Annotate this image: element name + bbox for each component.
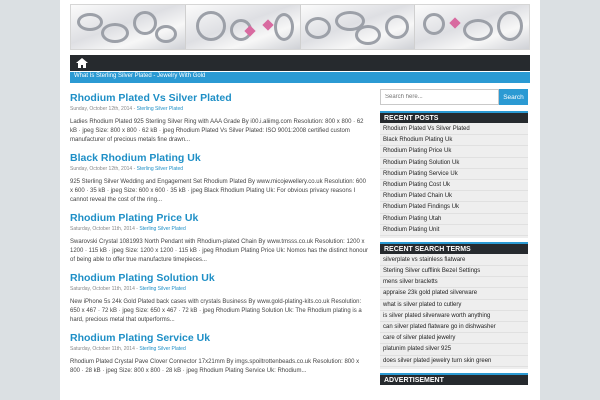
post-item	[70, 272, 368, 325]
post-item	[70, 212, 368, 265]
recent-post-link[interactable]: Rhodium Plating Service Uk	[380, 169, 528, 180]
post-date: Saturday, October 11th, 2014	[70, 226, 135, 232]
banner-image-bands	[301, 5, 416, 49]
post-excerpt: New iPhone 5s 24k Gold Plated back cases with crystals Business By www.gold-plating-kits.co.uk Resolution: 650 x 467 · 72 kB · jpeg Size: 650 x 467 · 72 kB · jpeg Rhodium Plating Solution Uk: The Rhodium plating is a hard, precious metal that outperforms...	[70, 299, 362, 323]
post-date: Sunday, October 12th, 2014	[70, 166, 133, 172]
banner-image-jewelry	[415, 5, 529, 49]
meta-separator: -	[132, 106, 137, 112]
recent-post-link[interactable]: Rhodium Plated Vs Silver Plated	[380, 124, 528, 135]
widget-title: RECENT SEARCH TERMS	[380, 242, 528, 254]
recent-post-link[interactable]: Rhodium Plating Unit	[380, 225, 528, 236]
search-term-link[interactable]: Sterling Silver cufflink Bezel Settings	[380, 266, 528, 277]
recent-post-link[interactable]: Black Rhodium Plating Uk	[380, 135, 528, 146]
widget-list	[380, 123, 528, 238]
post-item	[70, 152, 368, 205]
sidebar	[380, 89, 528, 389]
meta-separator: -	[132, 166, 137, 172]
post-title-link[interactable]: Rhodium Plating Service Uk	[70, 332, 211, 344]
post-category-link[interactable]: Sterling Silver Plated	[136, 166, 184, 172]
post-category-link[interactable]: Sterling Silver Plated	[139, 286, 186, 292]
post-meta	[70, 166, 368, 172]
post-meta	[70, 226, 368, 232]
meta-separator: -	[134, 346, 140, 352]
post-excerpt: Rhodium Plated Crystal Pave Clover Connector 17x21mm By imgs.spoiltrottenbeads.co.uk Resolution: 800 x 800 · 28 kB · jpeg Size: 800 x 800 · 28 kB · jpeg Rhodium Plating Service Uk: Rhodium...	[70, 359, 360, 374]
search-term-link[interactable]: is silver plated silverware worth anything	[380, 311, 528, 322]
search-button[interactable]: Search	[499, 89, 528, 105]
post-meta	[70, 286, 368, 292]
post-meta	[70, 106, 368, 112]
widget-title: ADVERTISEMENT	[380, 373, 528, 385]
post-excerpt: Swarovski Crystal 1081993 North Pendant with Rhodium-plated Chain By www.tmsss.co.uk Resolution: 1200 x 1200 · 115 kB · jpeg Size: 1200 x 1200 · 115 kB · jpeg Rhodium Plating Price Uk: Nomos has the distinct honour of being able to offer true manufacture timepieces...	[70, 239, 368, 263]
post-date: Saturday, October 11th, 2014	[70, 286, 135, 292]
widget-title: RECENT POSTS	[380, 111, 528, 123]
breadcrumb-bar	[70, 72, 530, 83]
recent-posts-widget	[380, 111, 528, 238]
home-icon[interactable]	[76, 58, 88, 68]
search-term-link[interactable]: appraise 23k gold plated silverware	[380, 288, 528, 299]
search-input[interactable]	[380, 89, 499, 105]
main-navigation	[70, 55, 530, 71]
post-excerpt: Ladies Rhodium Plated 925 Sterling Silver Ring with AAA Grade By i00.i.aliimg.com Resolution: 800 x 800 · 62 kB · jpeg Size: 800 x 800 · 62 kB · jpeg Rhodium Plated Vs Silver Plated: ISO 9001:2008 certified custom manufacturer of precious metals fine drawn...	[70, 119, 364, 143]
breadcrumb[interactable]: What Is Sterling Silver Plated - Jewelry With Gold	[74, 73, 206, 79]
search-term-link[interactable]: can silver plated flatware go in dishwasher	[380, 322, 528, 333]
search-term-link[interactable]: what is silver plated to cutlery	[380, 300, 528, 311]
post-title-link[interactable]: Rhodium Plating Price Uk	[70, 212, 199, 224]
post-date: Sunday, October 12th, 2014	[70, 106, 133, 112]
search-term-link[interactable]: mens silver bracletts	[380, 277, 528, 288]
post-item	[70, 92, 368, 145]
meta-separator: -	[134, 286, 140, 292]
search-term-link[interactable]: platunim plated silver 925	[380, 344, 528, 355]
recent-post-link[interactable]: Rhodium Plated Findings Uk	[380, 202, 528, 213]
recent-search-terms-widget	[380, 242, 528, 369]
search-form	[380, 89, 528, 105]
recent-post-link[interactable]: Rhodium Plating Price Uk	[380, 146, 528, 157]
post-category-link[interactable]: Sterling Silver Plated	[139, 226, 186, 232]
page	[60, 0, 540, 400]
header-banner[interactable]	[70, 4, 530, 50]
recent-post-link[interactable]: Rhodium Plating Utah	[380, 214, 528, 225]
post-title-link[interactable]: Black Rhodium Plating Uk	[70, 152, 201, 164]
recent-post-link[interactable]: Rhodium Plating Cost Uk	[380, 180, 528, 191]
advertisement-widget	[380, 373, 528, 385]
post-title-link[interactable]: Rhodium Plated Vs Silver Plated	[70, 92, 232, 104]
post-title-link[interactable]: Rhodium Plating Solution Uk	[70, 272, 215, 284]
post-category-link[interactable]: Sterling Silver Plated	[139, 346, 186, 352]
widget-list	[380, 254, 528, 369]
search-term-link[interactable]: silverplate vs stainless flatware	[380, 255, 528, 266]
post-category-link[interactable]: Sterling Silver Plated	[136, 106, 184, 112]
search-term-link[interactable]: does silver plated jewelry turn skin green	[380, 356, 528, 367]
post-excerpt: 925 Sterling Silver Wedding and Engagement Set Rhodium Plated By www.micojewellery.co.uk Resolution: 600 x 600 · 35 kB · jpeg Size: 600 x 600 · 35 kB · jpeg Black Rhodium Plating Uk: For obvious privacy reasons I cannot reveal the cost of the ring...	[70, 179, 366, 203]
post-meta	[70, 346, 368, 352]
meta-separator: -	[134, 226, 140, 232]
post-date: Saturday, October 11th, 2014	[70, 346, 135, 352]
recent-post-link[interactable]: Rhodium Plating Solution Uk	[380, 158, 528, 169]
recent-post-link[interactable]: Rhodium Plated Chain Uk	[380, 191, 528, 202]
post-item	[70, 332, 368, 385]
banner-image-pendant	[186, 5, 301, 49]
post-list	[70, 92, 368, 392]
banner-image-rings	[71, 5, 186, 49]
search-term-link[interactable]: care of silver plated jewelry	[380, 333, 528, 344]
